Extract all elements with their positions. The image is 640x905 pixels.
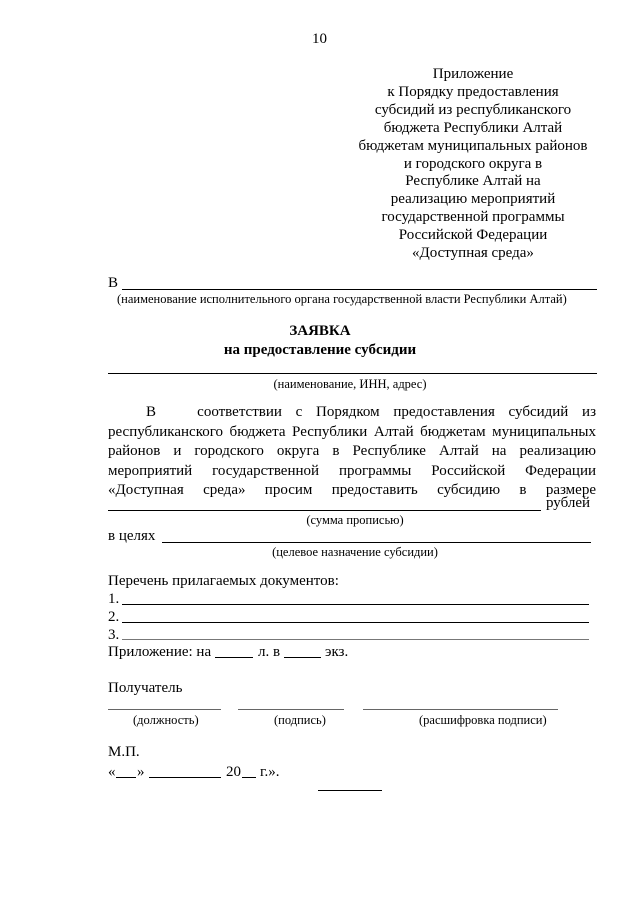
attachment-suffix: экз. [325, 644, 349, 660]
body-line: республиканского бюджета Республики Алтай бюджетам муниципальных [108, 423, 596, 440]
doc-item-number: 3. [108, 627, 120, 643]
appendix-header [330, 66, 616, 263]
attachment-mid: л. в [258, 644, 281, 660]
sum-caption: (сумма прописью) [306, 513, 404, 527]
doc-item-line[interactable] [122, 622, 589, 623]
header-line: государственной программы [381, 209, 565, 226]
copies-line[interactable] [284, 657, 321, 658]
document-subtitle: на предоставление субсидии [223, 342, 417, 358]
date-open-quote: « [108, 764, 116, 780]
header-line: к Порядку предоставления [387, 83, 559, 100]
header-line: реализацию мероприятий [390, 191, 556, 208]
document-title: ЗАЯВКА [289, 323, 351, 339]
header-line: субсидий из республиканского [374, 101, 572, 118]
header-line: «Доступная среда» [412, 245, 534, 262]
purpose-caption: (целевое назначение субсидии) [272, 545, 438, 559]
date-close-quote: » [137, 764, 145, 780]
year-prefix: 20 [226, 764, 241, 780]
page-number: 10 [312, 31, 327, 47]
signature-name-caption: (расшифровка подписи) [419, 713, 547, 727]
purpose-label: в целях [108, 528, 156, 544]
stamp-label: М.П. [108, 744, 140, 760]
doc-item-line[interactable] [122, 639, 589, 640]
body-line: «Доступная среда» просим предоставить субсидию в размере [108, 482, 596, 499]
signature-line[interactable] [238, 709, 344, 710]
month-line[interactable] [149, 777, 221, 778]
year-line[interactable] [242, 777, 256, 778]
year-suffix: г.». [260, 764, 280, 780]
docs-heading: Перечень прилагаемых документов: [108, 573, 339, 589]
header-line: Российской Федерации [398, 227, 548, 244]
doc-item-number: 1. [108, 591, 120, 607]
applicant-caption: (наименование, ИНН, адрес) [273, 377, 427, 391]
closing-divider [318, 790, 382, 791]
applicant-line[interactable] [108, 373, 597, 374]
position-line[interactable] [108, 709, 221, 710]
doc-item-number: 2. [108, 609, 120, 625]
header-line: бюджета Республики Алтай [383, 119, 563, 136]
header-line: бюджетам муниципальных районов [358, 137, 588, 154]
day-line[interactable] [116, 777, 136, 778]
rubles-label: рублей [546, 495, 591, 511]
to-label: В [108, 275, 119, 291]
position-caption: (должность) [133, 713, 199, 727]
signature-name-line[interactable] [363, 709, 558, 710]
body-paragraph [108, 403, 596, 501]
header-line: и городского округа в [403, 155, 543, 172]
to-caption: (наименование исполнительного органа государственной власти Республики Алтай) [117, 292, 567, 306]
header-line: Республике Алтай на [405, 173, 541, 190]
body-line: районов и городского округа в Республике Алтай на реализацию [108, 443, 596, 460]
header-line: Приложение [432, 66, 514, 82]
recipient-label: Получатель [108, 680, 183, 696]
body-line: В соответствии с Порядком предоставления субсидий из [146, 404, 596, 420]
doc-item-line[interactable] [122, 604, 589, 605]
signature-caption: (подпись) [274, 713, 326, 727]
pages-line[interactable] [215, 657, 253, 658]
body-line: мероприятий государственной программы Российской Федерации [108, 462, 596, 479]
attachment-prefix: Приложение: на [108, 644, 212, 660]
